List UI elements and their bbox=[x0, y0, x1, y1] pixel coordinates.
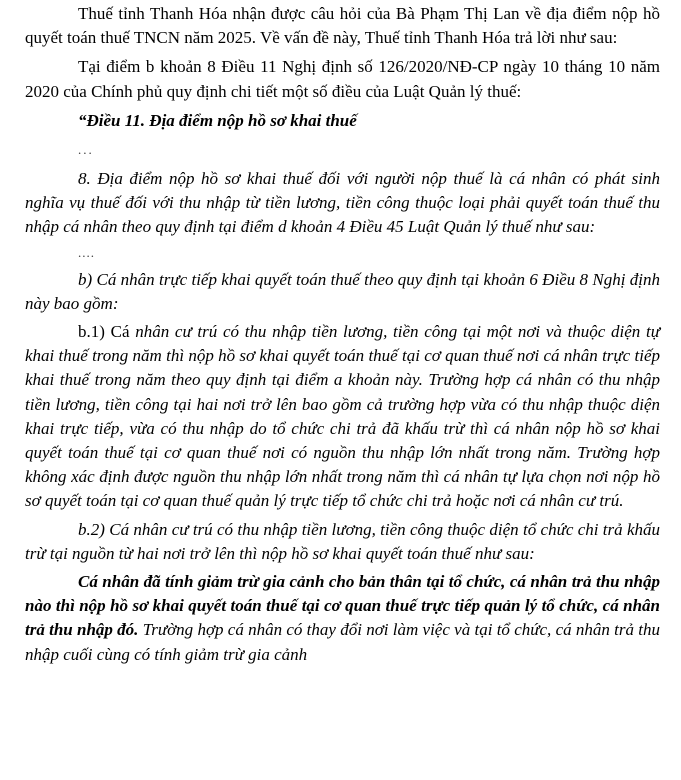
paragraph-point-b2: b.2) Cá nhân cư trú có thu nhập tiền lương, tiền công thuộc diện tổ chức chi trả khấu trừ tại nguồn từ hai nơi trở lên thì nộp hồ sơ khai quyết toán thuế như sau: bbox=[25, 519, 660, 563]
ellipsis-line-1: ... bbox=[78, 142, 94, 158]
paragraph-legal-reference: Tại điểm b khoản 8 Điều 11 Nghị định số 126/2020/NĐ-CP ngày 10 tháng 10 năm 2020 của Chính phủ quy định chi tiết một số điều của Luật Quản lý thuế: bbox=[25, 57, 660, 101]
ellipsis-line-2: .... bbox=[78, 244, 95, 260]
paragraph-point-b: b) Cá nhân trực tiếp khai quyết toán thuế theo quy định tại khoản 6 Điều 8 Nghị định này bao gồm: bbox=[25, 269, 660, 313]
paragraph-b2-detail bbox=[25, 570, 660, 667]
paragraph-intro: Thuế tỉnh Thanh Hóa nhận được câu hỏi của Bà Phạm Thị Lan về địa điểm nộp hồ quyết toán thuế TNCN năm 2025. Về vấn đề này, Thuế tỉnh Thanh Hóa trả lời như sau: bbox=[25, 4, 660, 48]
b2-detail-bold-text: Cá nhân đã tính giảm trừ gia cảnh cho bản thân tại tổ chức, cá nhân trả thu nhập nào thì nộp hồ sơ khai quyết toán thuế tại cơ quan thuế trực tiếp quản lý tổ chức, cá nhân trả thu nhập đó. bbox=[25, 572, 660, 640]
paragraph-clause-8: 8. Địa điểm nộp hồ sơ khai thuế đối với người nộp thuế là cá nhân có phát sinh nghĩa vụ thuế đối với thu nhập từ tiền lương, tiền công thuộc loại phải quyết toán thuế thu nhập cá nhân theo quy định tại điểm d khoản 4 Điều 45 Luật Quản lý thuế như sau: bbox=[25, 169, 660, 237]
paragraph-point-b1 bbox=[25, 320, 660, 514]
b2-detail-body: Trường hợp cá nhân có thay đổi nơi làm việc và tại tổ chức, cá nhân trả thu nhập cuối cùng có tính giảm trừ gia cảnh bbox=[25, 620, 660, 664]
point-b1-label: b.1) Cá bbox=[78, 322, 136, 342]
heading-dieu-11: “Điều 11. Địa điểm nộp hồ sơ khai thuế bbox=[78, 110, 357, 130]
point-b1-body: nhân cư trú có thu nhập tiền lương, tiền công tại một nơi và thuộc diện tự khai thuế trong năm thì nộp hồ sơ khai quyết toán thuế tại cơ quan thuế nơi cá nhân trực tiếp khai thuế trong năm theo quy định tại điểm a khoản này. Trường hợp cá nhân có thu nhập tiền lương, tiền công tại hai nơi trở lên bao gồm cả trường hợp vừa có thu nhập thuộc diện khai trực tiếp, vừa có thu nhập do tổ chức chi trả đã khấu trừ thì cá nhân nộp hồ sơ khai quyết toán thuế tại cơ quan thuế nơi có nguồn thu nhập lớn nhất trong năm. Trường hợp không xác định được nguồn thu nhập lớn nhất trong năm thì cá nhân tự lựa chọn nơi nộp hồ sơ quyết toán tại cơ quan thuế quản lý trực tiếp tổ chức chi trả hoặc nơi cá nhân cư trú. bbox=[25, 322, 661, 511]
